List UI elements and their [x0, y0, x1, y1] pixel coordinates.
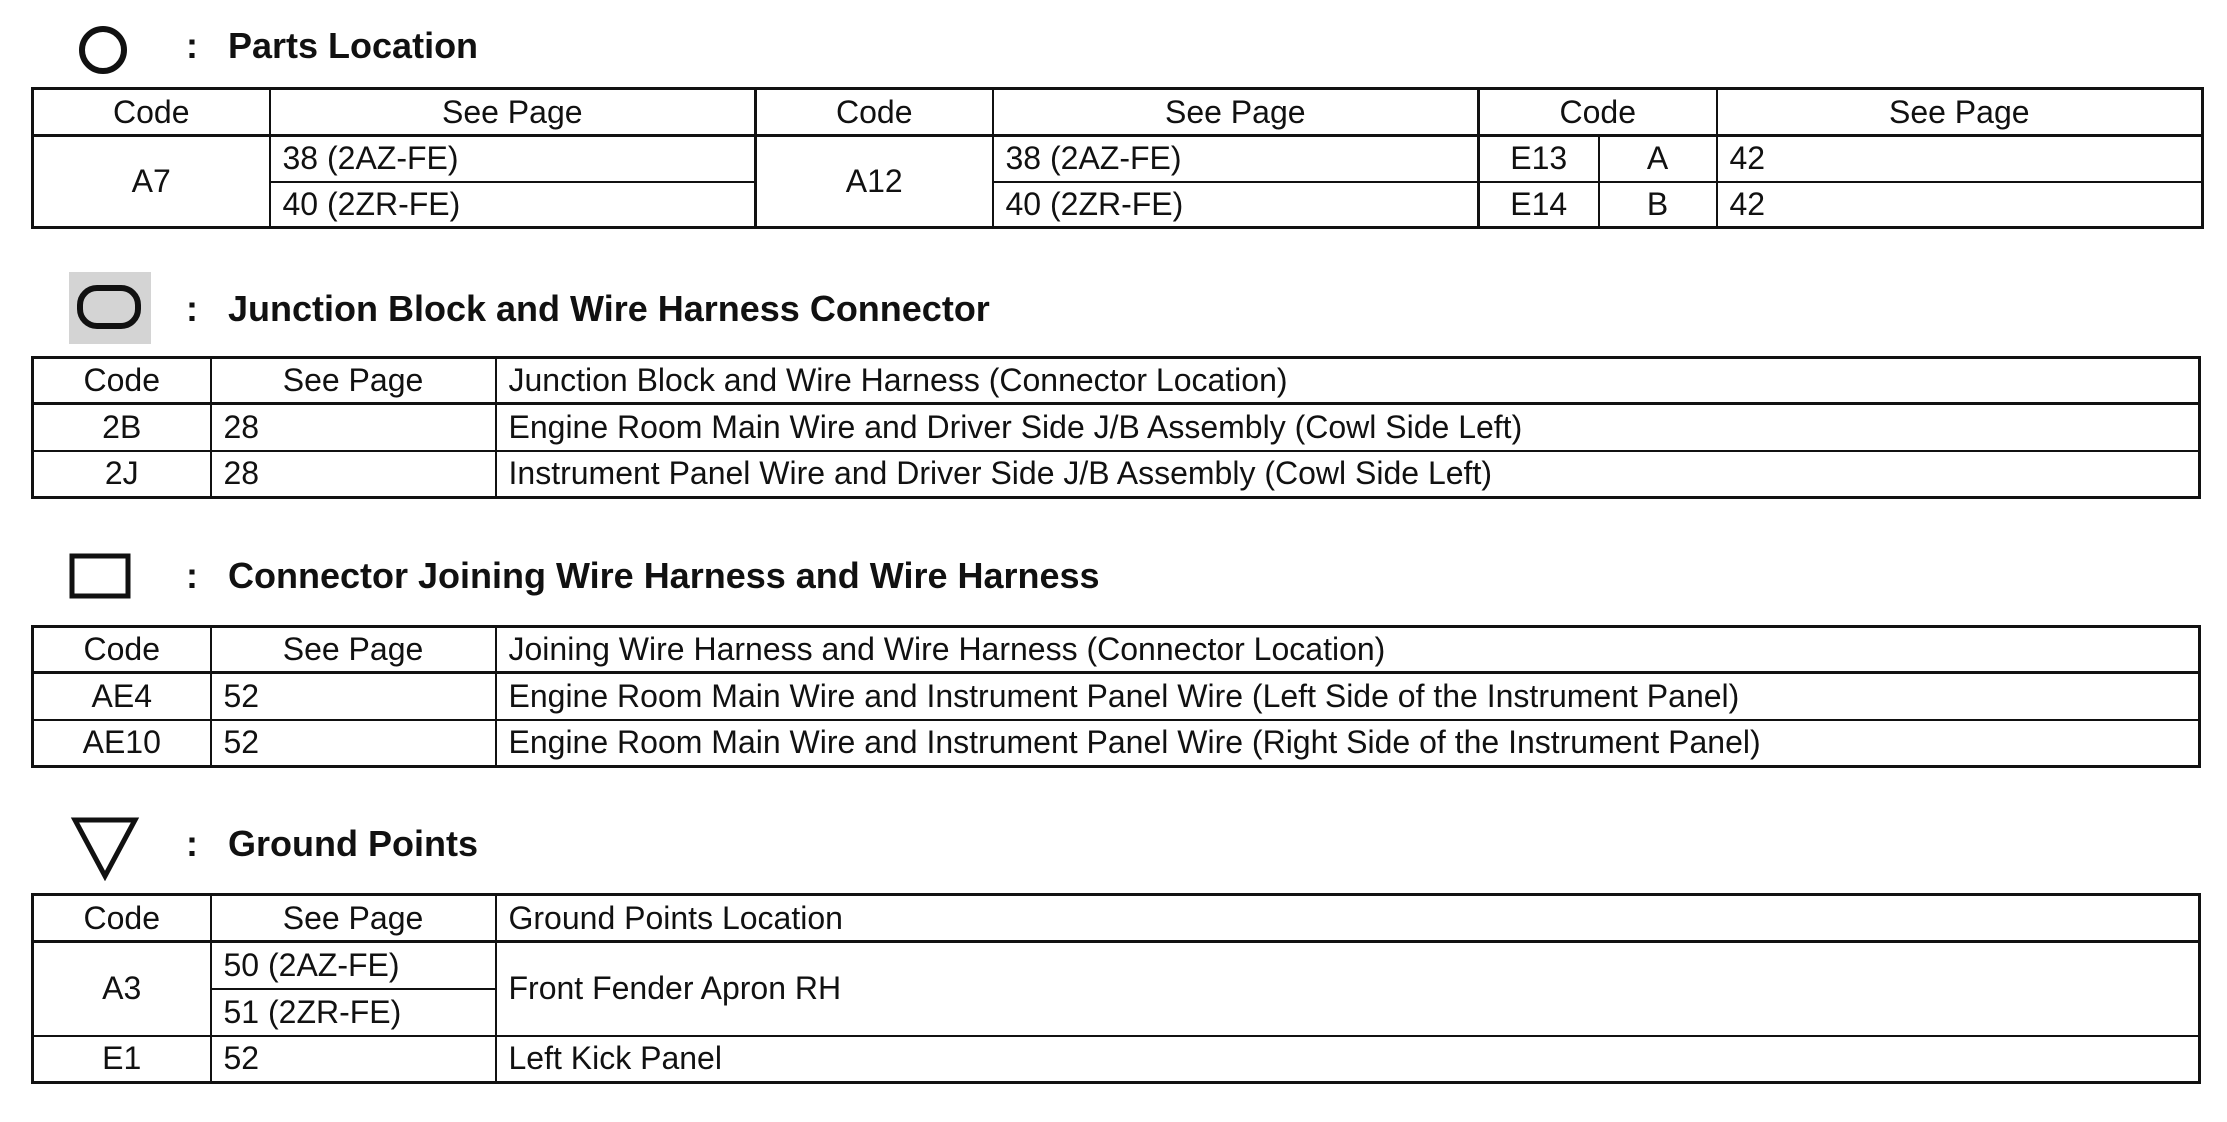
code-cell: AE10: [33, 720, 211, 767]
code-cell: 2B: [33, 404, 211, 451]
connector-joining-table: [31, 625, 2201, 768]
ground-points-table: [31, 893, 2201, 1084]
column-header-see-page: See Page: [1717, 89, 2203, 136]
page-cell: 42: [1717, 136, 2203, 182]
connector-joining-heading: [0, 547, 2227, 617]
code-cell: AE4: [33, 673, 211, 720]
table-row: [33, 942, 2200, 989]
code-cell: 2J: [33, 451, 211, 498]
parts-location-table: [31, 87, 2204, 229]
page-cell: 38 (2AZ-FE): [993, 136, 1479, 182]
section-title: Connector Joining Wire Harness and Wire Harness: [228, 555, 1100, 596]
location-cell: Instrument Panel Wire and Driver Side J/B Assembly (Cowl Side Left): [496, 451, 2200, 498]
code-cell-a7: A7: [33, 136, 270, 228]
rounded-rectangle-icon: [69, 272, 151, 344]
page-cell: 52: [211, 673, 496, 720]
column-header-location: Junction Block and Wire Harness (Connector Location): [496, 358, 2200, 404]
column-header-code: Code: [33, 89, 270, 136]
page-cell: 40 (2ZR-FE): [270, 182, 756, 228]
rectangle-icon: [69, 553, 131, 599]
code-cell-a3: A3: [33, 942, 211, 1036]
column-header-see-page: See Page: [211, 358, 496, 404]
page-cell: 50 (2AZ-FE): [211, 942, 496, 989]
parts-location-heading: [0, 15, 2227, 85]
heading-colon: :: [186, 555, 198, 596]
location-cell: Front Fender Apron RH: [496, 942, 2200, 1036]
column-header-code: Code: [1479, 89, 1717, 136]
code-cell-e13: E13: [1479, 136, 1599, 182]
column-header-see-page: See Page: [211, 895, 496, 942]
heading-colon: :: [186, 288, 198, 329]
code-cell-a12: A12: [756, 136, 993, 228]
page-cell: 28: [211, 404, 496, 451]
column-header-see-page: See Page: [993, 89, 1479, 136]
section-title: Parts Location: [228, 25, 479, 66]
column-header-see-page: See Page: [211, 627, 496, 673]
sub-code-cell: A: [1599, 136, 1717, 182]
page-cell: 28: [211, 451, 496, 498]
section-title: Ground Points: [228, 823, 478, 864]
page-cell: 38 (2AZ-FE): [270, 136, 756, 182]
page-cell: 52: [211, 1036, 496, 1083]
table-row: [33, 404, 2200, 451]
ground-points-heading: [0, 815, 2227, 885]
table-row: [33, 720, 2200, 767]
heading-colon: :: [186, 823, 198, 864]
table-row: [33, 451, 2200, 498]
column-header-see-page: See Page: [270, 89, 756, 136]
location-cell: Engine Room Main Wire and Instrument Panel Wire (Left Side of the Instrument Panel): [496, 673, 2200, 720]
code-cell-e1: E1: [33, 1036, 211, 1083]
column-header-location: Joining Wire Harness and Wire Harness (Connector Location): [496, 627, 2200, 673]
junction-block-heading: [0, 270, 2227, 340]
junction-block-table: [31, 356, 2201, 499]
column-header-code: Code: [756, 89, 993, 136]
column-header-code: Code: [33, 627, 211, 673]
heading-colon: :: [186, 25, 198, 66]
section-title: Junction Block and Wire Harness Connector: [228, 288, 990, 329]
column-header-location: Ground Points Location: [496, 895, 2200, 942]
sub-code-cell: B: [1599, 182, 1717, 228]
column-header-code: Code: [33, 358, 211, 404]
page-cell: 42: [1717, 182, 2203, 228]
page-cell: 52: [211, 720, 496, 767]
table-row: [33, 1036, 2200, 1083]
location-cell: Engine Room Main Wire and Instrument Panel Wire (Right Side of the Instrument Panel): [496, 720, 2200, 767]
location-cell: Engine Room Main Wire and Driver Side J/B Assembly (Cowl Side Left): [496, 404, 2200, 451]
code-cell-e14: E14: [1479, 182, 1599, 228]
location-cell: Left Kick Panel: [496, 1036, 2200, 1083]
page-cell: 51 (2ZR-FE): [211, 989, 496, 1036]
triangle-down-icon: [70, 815, 140, 881]
column-header-code: Code: [33, 895, 211, 942]
page-cell: 40 (2ZR-FE): [993, 182, 1479, 228]
table-row: [33, 673, 2200, 720]
circle-icon: [78, 25, 128, 75]
